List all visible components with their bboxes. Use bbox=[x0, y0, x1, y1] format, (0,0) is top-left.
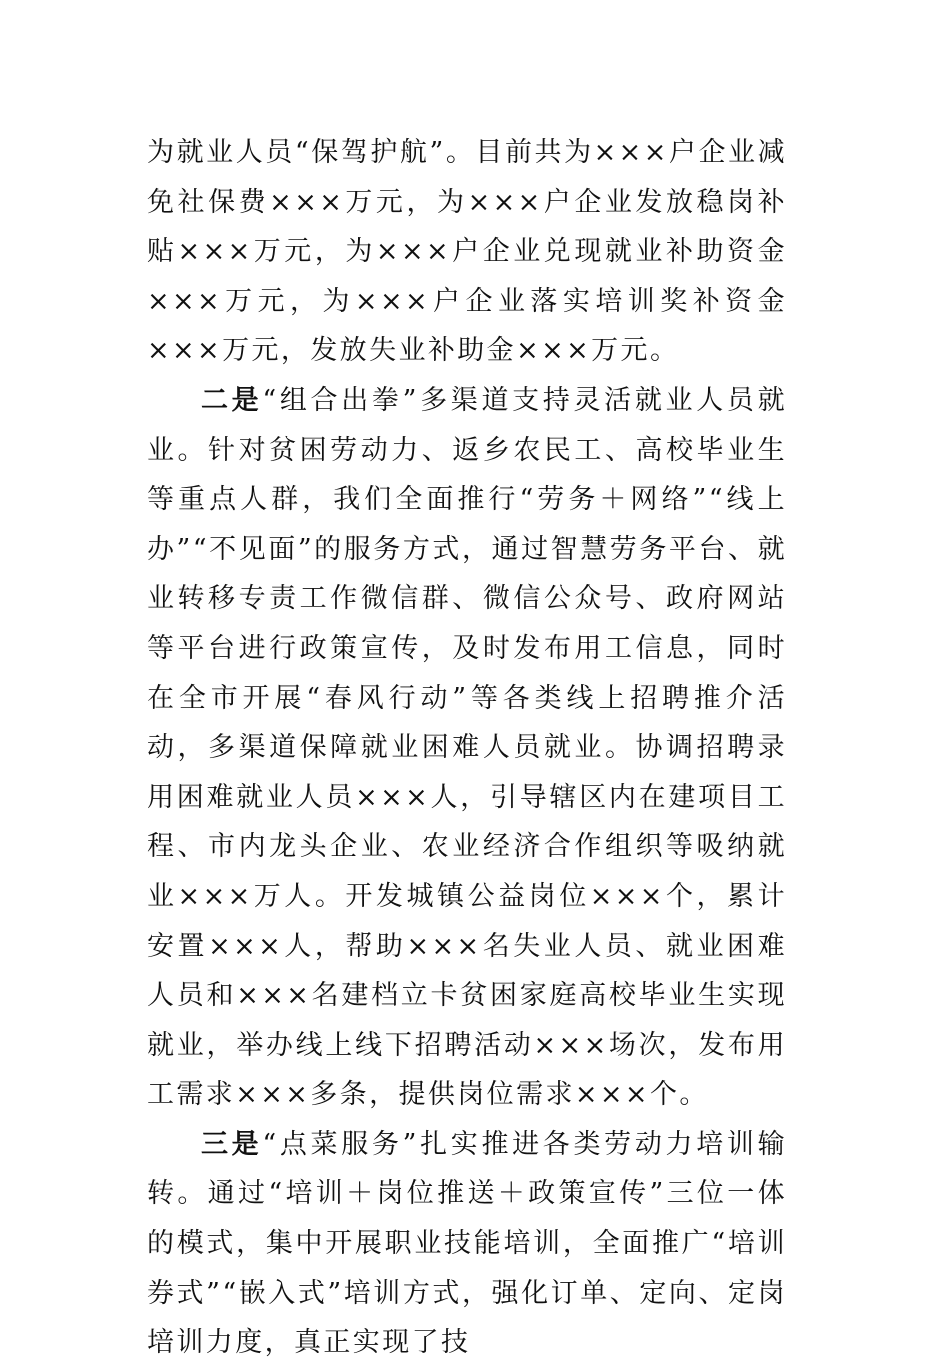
paragraph-lead: 二是 bbox=[201, 384, 263, 416]
paragraph-text: 为就业人员“保驾护航”。目前共为×××户企业减免社保费×××万元，为×××户企业发放稳岗补贴×××万元，为×××户企业兑现就业补助资金×××万元，为×××户企业落实培训奖补资金×××万元，发放失业补助金×××万元。 bbox=[147, 137, 787, 367]
paragraph-lead: 三是 bbox=[201, 1128, 263, 1160]
paragraph-continuation bbox=[147, 128, 787, 376]
paragraph-text: “组合出拳”多渠道支持灵活就业人员就业。针对贫困劳动力、返乡农民工、高校毕业生等重点人群，我们全面推行“劳务＋网络”“线上办”“不见面”的服务方式，通过智慧劳务平台、就业转移专责工作微信群、微信公众号、政府网站等平台进行政策宣传，及时发布用工信息，同时在全市开展“春风行动”等各类线上招聘推介活动，多渠道保障就业困难人员就业。协调招聘录用困难就业人员×××人，引导辖区内在建项目工程、市内龙头企业、农业经济合作组织等吸纳就业×××万人。开发城镇公益岗位×××个，累计安置×××人，帮助×××名失业人员、就业困难人员和×××名建档立卡贫困家庭高校毕业生实现就业，举办线上线下招聘活动×××场次，发布用工需求×××多条，提供岗位需求×××个。 bbox=[147, 384, 787, 1111]
paragraph-point-two bbox=[147, 376, 787, 1120]
paragraph-text: “点菜服务”扎实推进各类劳动力培训输转。通过“培训＋岗位推送＋政策宣传”三位一体的模式，集中开展职业技能培训，全面推广“培训券式”“嵌入式”培训方式，强化订单、定向、定岗培训力度，真正实现了技 bbox=[147, 1128, 787, 1359]
paragraph-point-three bbox=[147, 1120, 787, 1368]
document-body bbox=[147, 128, 787, 1368]
